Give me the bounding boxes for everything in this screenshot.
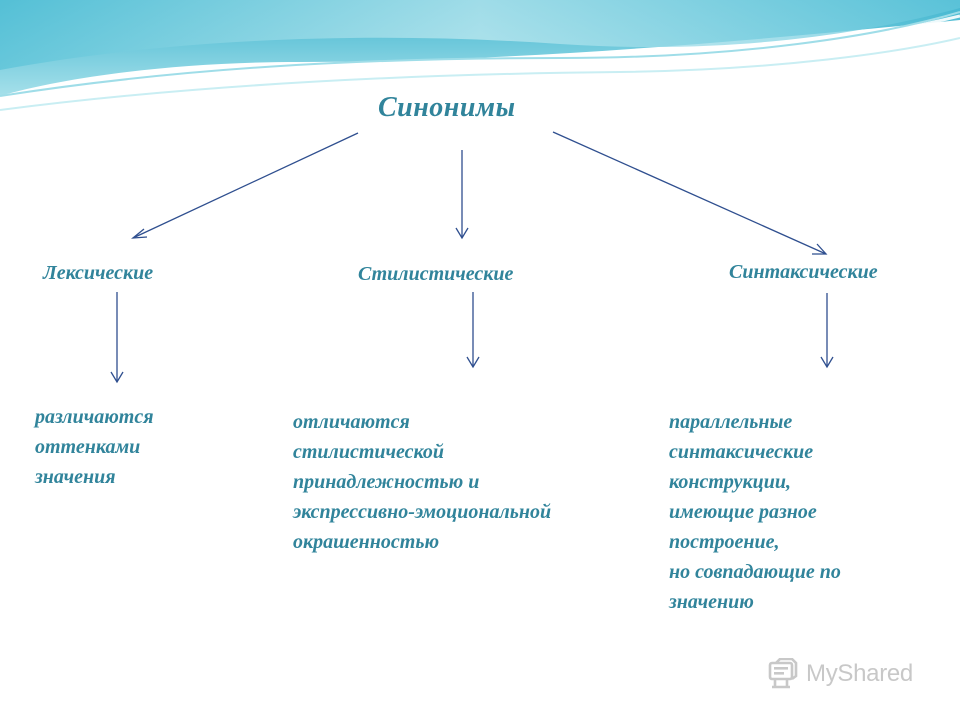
arrow-title-to-syntactic xyxy=(553,132,826,254)
category-lexical: Лексические xyxy=(43,262,154,284)
description-lexical xyxy=(35,402,154,492)
arrow-lexical-to-description xyxy=(111,292,123,382)
myshared-watermark xyxy=(766,658,913,690)
diagram-title: Синонимы xyxy=(378,92,516,123)
description-line: значения xyxy=(35,466,116,488)
description-line: конструкции, xyxy=(669,471,792,493)
description-line: принадлежностью и xyxy=(293,471,480,493)
arrow-title-to-lexical xyxy=(133,133,358,238)
watermark-text: MyShared xyxy=(806,660,913,687)
description-line: отличаются xyxy=(293,411,410,433)
description-stylistic xyxy=(293,407,551,557)
category-stylistic: Стилистические xyxy=(358,263,514,285)
description-line: оттенками xyxy=(35,436,141,458)
description-line: окрашенностью xyxy=(293,531,440,553)
description-line: параллельные xyxy=(669,411,793,433)
description-line: различаются xyxy=(35,406,154,428)
description-line: синтаксические xyxy=(669,441,814,463)
description-line: стилистической xyxy=(293,441,444,463)
description-line: экспрессивно-эмоциональной xyxy=(293,501,552,523)
arrow-syntactic-to-description xyxy=(821,293,833,367)
description-line: имеющие разное xyxy=(669,501,817,523)
arrow-title-to-stylistic xyxy=(456,150,468,238)
description-line: но совпадающие по xyxy=(669,561,841,583)
description-syntactic xyxy=(669,407,841,617)
arrow-stylistic-to-description xyxy=(467,292,479,367)
description-line: значению xyxy=(669,591,754,613)
myshared-logo-icon xyxy=(766,658,800,690)
description-line: построение, xyxy=(669,531,780,553)
category-syntactic: Синтаксические xyxy=(729,261,878,283)
